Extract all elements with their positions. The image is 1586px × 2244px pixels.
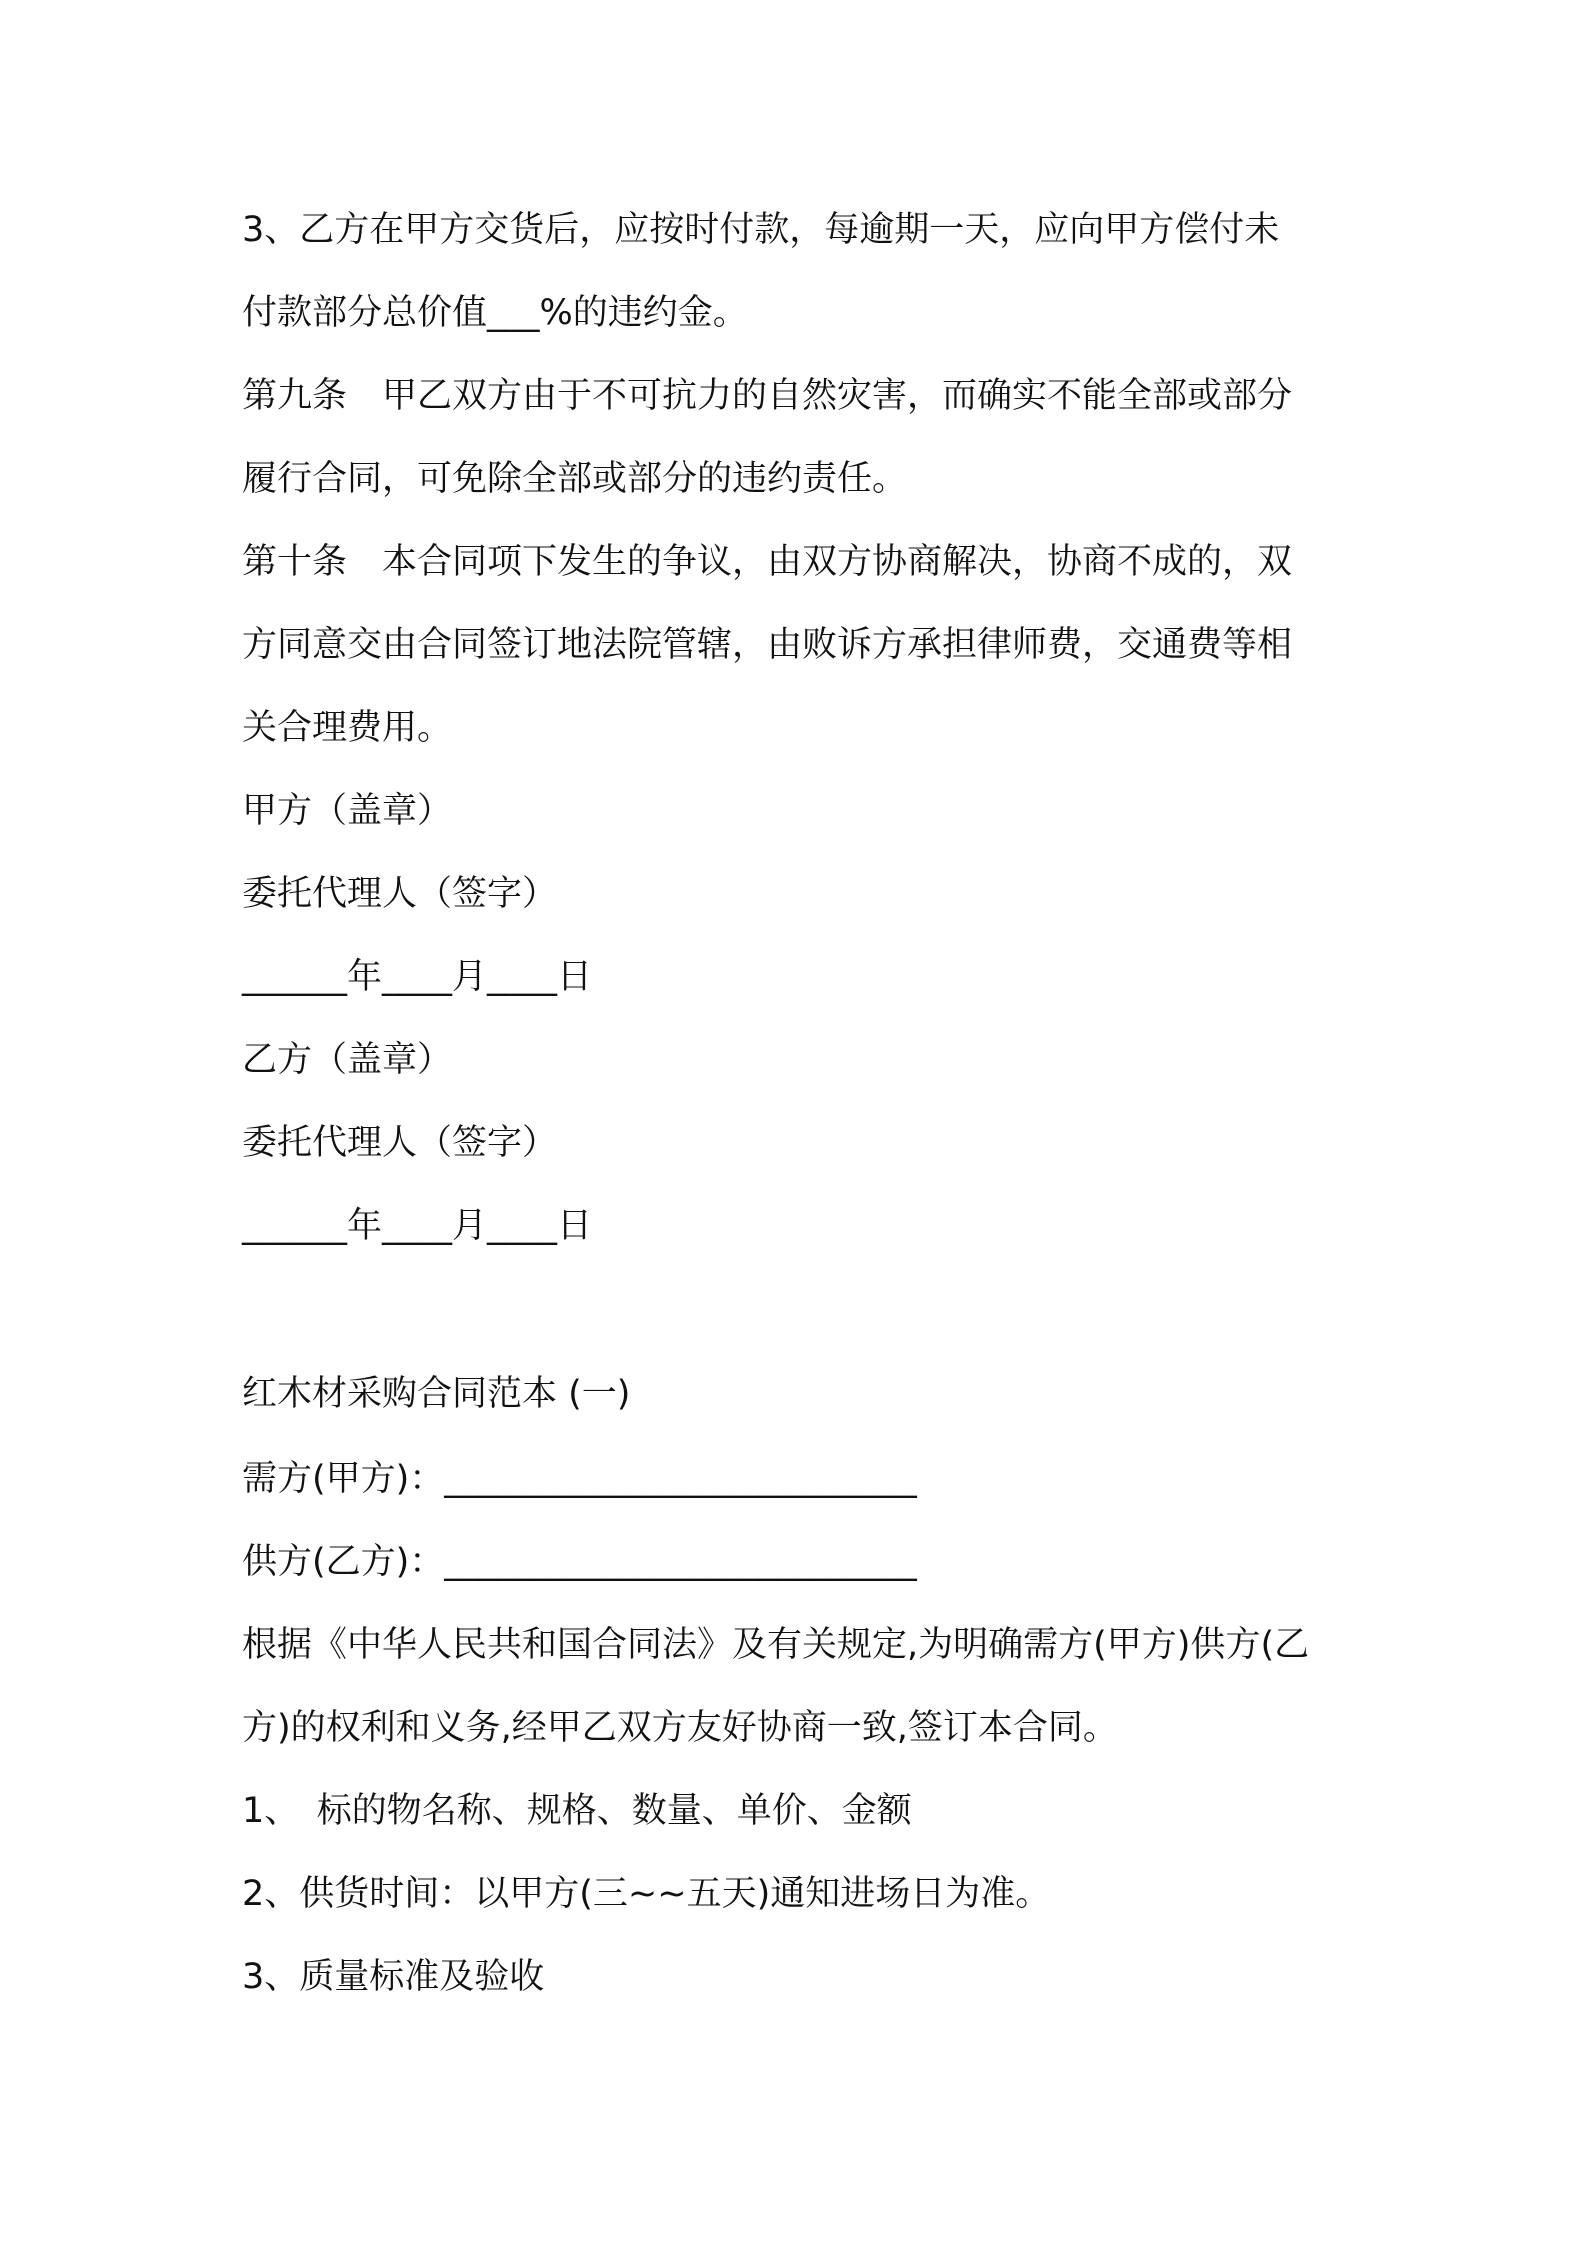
party-a-agent-signature: 委托代理人（签字） — [242, 874, 558, 914]
buyer-line: 需方(甲方)：___________________________ — [242, 1459, 917, 1499]
item-1: 1、 标的物名称、规格、数量、单价、金额 — [242, 1791, 912, 1831]
clause-10-line-2: 方同意交由合同签订地法院管辖，由败诉方承担律师费，交通费等相 — [242, 625, 1293, 665]
clause-8-item-3-line-2: 付款部分总价值___%的违约金。 — [242, 293, 748, 333]
party-b-seal: 乙方（盖章） — [242, 1040, 453, 1080]
item-3: 3、质量标准及验收 — [242, 1957, 545, 1997]
party-b-date: ______年____月____日 — [242, 1206, 593, 1246]
clause-9-line-2: 履行合同，可免除全部或部分的违约责任。 — [242, 459, 908, 499]
clause-10-line-3: 关合理费用。 — [242, 708, 453, 748]
party-b-agent-signature: 委托代理人（签字） — [242, 1123, 558, 1163]
party-a-date: ______年____月____日 — [242, 957, 593, 997]
item-2: 2、供货时间：以甲方(三~~五天)通知进场日为准。 — [242, 1874, 1051, 1914]
clause-10-line-1: 第十条 本合同项下发生的争议，由双方协商解决，协商不成的，双 — [242, 542, 1293, 582]
clause-8-item-3-line-1: 3、乙方在甲方交货后，应按时付款，每逾期一天，应向甲方偿付未 — [242, 210, 1280, 250]
preamble-line-2: 方)的权利和义务,经甲乙双方友好协商一致,签订本合同。 — [242, 1708, 1118, 1748]
supplier-line: 供方(乙方)：___________________________ — [242, 1542, 917, 1582]
party-a-seal: 甲方（盖章） — [242, 791, 453, 831]
clause-9-line-1: 第九条 甲乙双方由于不可抗力的自然灾害，而确实不能全部或部分 — [242, 376, 1293, 416]
contract-title: 红木材采购合同范本 (一) — [242, 1374, 631, 1414]
preamble-line-1: 根据《中华人民共和国合同法》及有关规定,为明确需方(甲方)供方(乙 — [242, 1625, 1310, 1665]
